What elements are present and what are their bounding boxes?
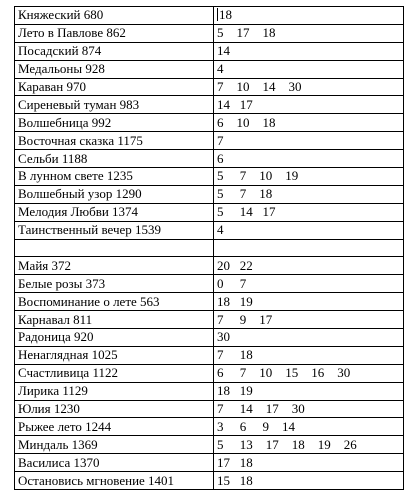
table-body [15, 7, 404, 490]
cell-values[interactable] [214, 24, 404, 42]
variety-name: Волшебный узор 1290 [18, 186, 142, 202]
day-values: 18 19 [217, 383, 253, 399]
cell-values[interactable] [214, 239, 404, 257]
table-row [15, 400, 404, 418]
cell-values[interactable] [214, 364, 404, 382]
cell-values[interactable] [214, 185, 404, 203]
table-row [15, 132, 404, 150]
cell-name[interactable] [15, 203, 214, 221]
variety-name: Посадский 874 [18, 43, 102, 59]
cell-values[interactable] [214, 293, 404, 311]
variety-name: Медальоны 928 [18, 61, 105, 77]
table-row [15, 382, 404, 400]
cell-name[interactable] [15, 436, 214, 454]
table-row [15, 329, 404, 347]
table-row [15, 7, 404, 25]
cell-name[interactable] [15, 221, 214, 239]
cell-name[interactable] [15, 364, 214, 382]
cell-name[interactable] [15, 185, 214, 203]
day-values: 7 18 [217, 347, 253, 363]
variety-name: Радоница 920 [18, 329, 94, 345]
cell-name[interactable] [15, 96, 214, 114]
cell-name[interactable] [15, 329, 214, 347]
table-row [15, 346, 404, 364]
day-values: 4 [217, 222, 224, 238]
table-row [15, 418, 404, 436]
variety-name: Остановись мгновение 1401 [18, 472, 175, 488]
cell-name[interactable] [15, 24, 214, 42]
table-row [15, 454, 404, 472]
cell-values[interactable] [214, 436, 404, 454]
cell-name[interactable] [15, 42, 214, 60]
cell-name[interactable] [15, 293, 214, 311]
day-values: 14 17 [217, 96, 253, 112]
day-values: 6 10 18 [217, 114, 276, 130]
cell-values[interactable] [214, 7, 404, 25]
cell-name[interactable] [15, 114, 214, 132]
day-values: 4 [217, 61, 224, 77]
variety-name: Сельби 1188 [18, 150, 88, 166]
day-values: 14 [217, 43, 230, 59]
table-row [15, 239, 404, 257]
day-values: 5 14 17 [217, 204, 276, 220]
cell-name[interactable] [15, 78, 214, 96]
cell-values[interactable] [214, 329, 404, 347]
day-values: 18 19 [217, 293, 253, 309]
day-values: 6 7 10 15 16 30 [217, 365, 351, 381]
cell-values[interactable] [214, 346, 404, 364]
day-values: 5 17 18 [217, 25, 276, 41]
variety-name: Сиреневый туман 983 [18, 96, 140, 112]
cell-name[interactable] [15, 346, 214, 364]
variety-name: Василиса 1370 [18, 454, 100, 470]
table-row [15, 311, 404, 329]
variety-name: Ненаглядная 1025 [18, 347, 118, 363]
cell-values[interactable] [214, 275, 404, 293]
cell-name[interactable] [15, 132, 214, 150]
cell-values[interactable] [214, 42, 404, 60]
text-cursor [217, 8, 218, 21]
variety-name: Рыжее лето 1244 [18, 418, 112, 434]
cell-name[interactable] [15, 311, 214, 329]
day-values: 6 [217, 150, 224, 166]
table-row [15, 42, 404, 60]
cell-values[interactable] [214, 257, 404, 275]
table-row [15, 114, 404, 132]
cell-name[interactable] [15, 400, 214, 418]
variety-name: Майя 372 [18, 257, 72, 273]
cell-name[interactable] [15, 239, 214, 257]
cell-values[interactable] [214, 221, 404, 239]
cell-name[interactable] [15, 60, 214, 78]
variety-name: Лето в Павлове 862 [18, 25, 126, 41]
cell-name[interactable] [15, 275, 214, 293]
variety-name: Лирика 1129 [18, 383, 88, 399]
day-values: 0 7 [217, 275, 247, 291]
table-row [15, 185, 404, 203]
day-values: 7 9 17 [217, 311, 273, 327]
table-row [15, 275, 404, 293]
variety-name: Караван 970 [18, 79, 86, 94]
cell-name[interactable] [15, 7, 214, 25]
table-row [15, 150, 404, 168]
cell-values[interactable] [214, 418, 404, 436]
table-row [15, 60, 404, 78]
cell-values[interactable] [214, 311, 404, 329]
day-values: 7 14 17 30 [217, 401, 305, 417]
cell-name[interactable] [15, 418, 214, 436]
cell-name[interactable] [15, 168, 214, 186]
cell-name[interactable] [15, 382, 214, 400]
table-row [15, 364, 404, 382]
cell-name[interactable] [15, 454, 214, 472]
variety-name: Волшебница 992 [18, 114, 112, 130]
variety-name: Миндаль 1369 [18, 436, 98, 452]
table-row [15, 96, 404, 114]
cell-values[interactable] [214, 60, 404, 78]
variety-name: Счастливица 1122 [18, 365, 118, 381]
table-row [15, 293, 404, 311]
variety-name: Юлия 1230 [18, 401, 80, 417]
table-row [15, 168, 404, 186]
table-row [15, 203, 404, 221]
cell-values[interactable] [214, 132, 404, 150]
cell-values[interactable] [214, 78, 404, 96]
variety-name: Карнавал 811 [18, 311, 93, 327]
day-values: 3 6 9 14 [217, 418, 295, 434]
table-row [15, 257, 404, 275]
day-values: 18 [219, 7, 232, 23]
day-values: 15 18 [217, 472, 253, 488]
cell-values[interactable] [214, 400, 404, 418]
cell-values[interactable] [214, 150, 404, 168]
table-row [15, 24, 404, 42]
variety-name: В лунном свете 1235 [18, 168, 133, 184]
cell-values[interactable] [214, 96, 404, 114]
variety-name: Княжеский 680 [18, 7, 104, 23]
variety-name: Белые розы 373 [18, 275, 106, 291]
variety-name: Воспоминание о лете 563 [18, 293, 160, 309]
table-row [15, 78, 404, 96]
document-table [14, 6, 404, 490]
variety-name: Восточная сказка 1175 [18, 132, 143, 148]
day-values: 17 18 [217, 454, 253, 470]
day-values: 30 [217, 329, 230, 345]
cell-name[interactable] [15, 472, 214, 490]
cell-values[interactable] [214, 114, 404, 132]
cell-values[interactable] [214, 454, 404, 472]
cell-values[interactable] [214, 168, 404, 186]
day-values: 5 7 10 19 [217, 168, 299, 184]
day-values: 7 10 14 30 [217, 79, 302, 94]
cell-name[interactable] [15, 257, 214, 275]
table-row [15, 472, 404, 490]
cell-name[interactable] [15, 150, 214, 168]
cell-values[interactable] [214, 203, 404, 221]
cell-values[interactable] [214, 382, 404, 400]
day-values: 7 [217, 132, 224, 148]
table-row [15, 436, 404, 454]
variety-name: Таинственный вечер 1539 [18, 222, 162, 238]
day-values: 5 13 17 18 19 26 [217, 436, 357, 452]
variety-name: Мелодия Любви 1374 [18, 204, 139, 220]
cell-values[interactable] [214, 472, 404, 490]
day-values: 20 22 [217, 257, 253, 273]
table-row [15, 221, 404, 239]
day-values: 5 7 18 [217, 186, 273, 202]
